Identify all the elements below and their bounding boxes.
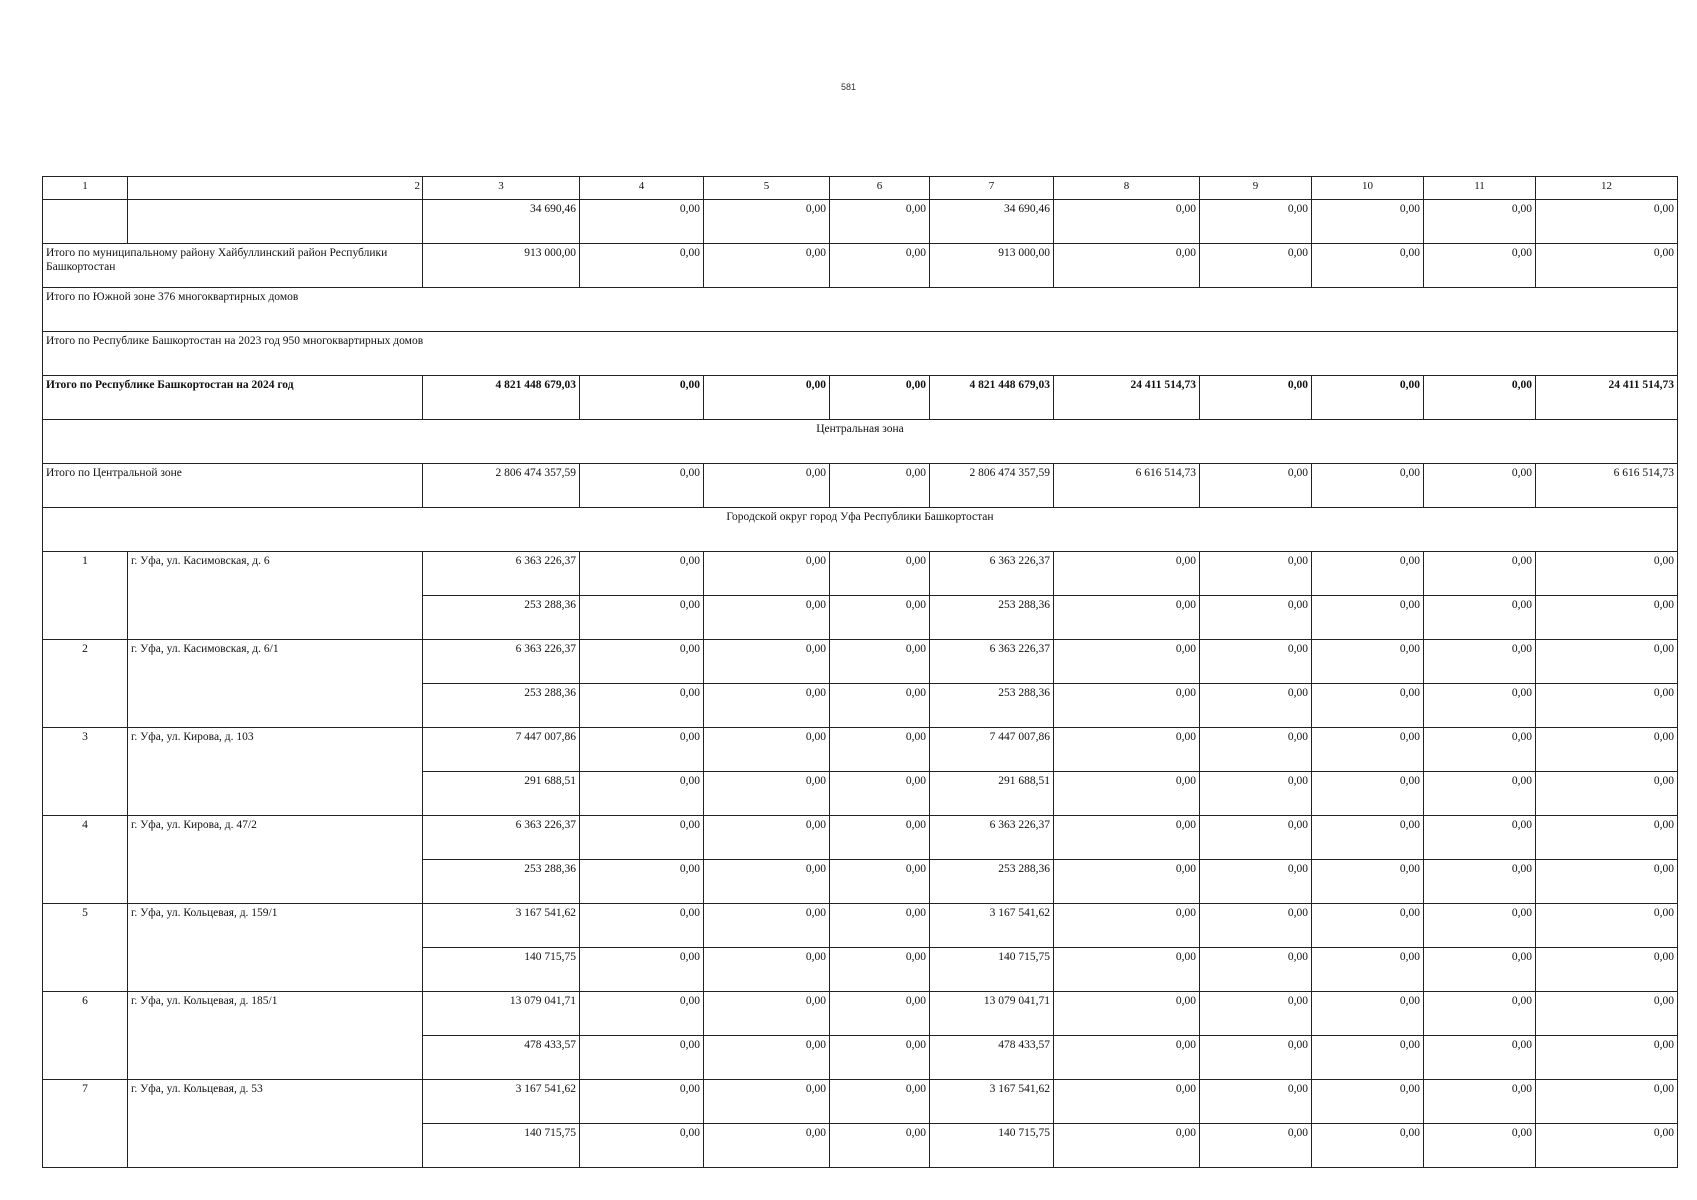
section-heading: Городской округ город Уфа Республики Башкортостан — [43, 508, 1678, 552]
value-cell: 0,00 — [704, 1124, 830, 1168]
column-number: 2 — [128, 177, 423, 200]
column-number: 7 — [930, 177, 1054, 200]
buildings-list — [43, 552, 1678, 1168]
value-cell: 0,00 — [580, 1080, 704, 1124]
value-cell: 0,00 — [1536, 772, 1678, 816]
value-cell: 6 363 226,37 — [423, 816, 580, 860]
value-cell: 0,00 — [1536, 1080, 1678, 1124]
empty-cell — [128, 200, 423, 244]
value-cell: 291 688,51 — [930, 772, 1054, 816]
value-cell: 0,00 — [1424, 376, 1536, 420]
value-cell: 913 000,00 — [930, 244, 1054, 288]
column-number: 1 — [43, 177, 128, 200]
column-number: 5 — [704, 177, 830, 200]
value-cell: 0,00 — [1536, 992, 1678, 1036]
value-cell: 13 079 041,71 — [423, 992, 580, 1036]
value-cell: 0,00 — [1054, 552, 1200, 596]
value-cell: 0,00 — [1312, 1080, 1424, 1124]
value-cell: 0,00 — [830, 640, 930, 684]
value-cell: 0,00 — [580, 464, 704, 508]
table-row — [43, 816, 1678, 860]
value-cell: 0,00 — [1424, 816, 1536, 860]
value-cell: 0,00 — [704, 244, 830, 288]
value-cell: 0,00 — [830, 992, 930, 1036]
value-cell: 0,00 — [704, 464, 830, 508]
row-number: 3 — [43, 728, 128, 816]
value-cell: 0,00 — [1200, 728, 1312, 772]
value-cell: 0,00 — [1054, 1080, 1200, 1124]
value-cell: 0,00 — [1054, 904, 1200, 948]
value-cell: 0,00 — [1536, 684, 1678, 728]
value-cell: 6 616 514,73 — [1536, 464, 1678, 508]
column-number: 6 — [830, 177, 930, 200]
value-cell: 0,00 — [1054, 200, 1200, 244]
total-rb-2024-row — [43, 376, 1678, 420]
value-cell: 0,00 — [1424, 596, 1536, 640]
value-cell: 34 690,46 — [423, 200, 580, 244]
table-row — [43, 640, 1678, 684]
value-cell: 7 447 007,86 — [423, 728, 580, 772]
value-cell: 0,00 — [830, 596, 930, 640]
value-cell: 0,00 — [1536, 816, 1678, 860]
value-cell: 0,00 — [1312, 728, 1424, 772]
total-central-zone-row — [43, 464, 1678, 508]
row-number: 1 — [43, 552, 128, 640]
value-cell: 0,00 — [1200, 1036, 1312, 1080]
value-cell: 0,00 — [1312, 904, 1424, 948]
value-cell: 4 821 448 679,03 — [423, 376, 580, 420]
value-cell: 0,00 — [704, 1080, 830, 1124]
value-cell: 0,00 — [580, 904, 704, 948]
value-cell: 0,00 — [830, 816, 930, 860]
value-cell: 0,00 — [1424, 244, 1536, 288]
value-cell: 0,00 — [1312, 596, 1424, 640]
value-cell: 6 363 226,37 — [930, 816, 1054, 860]
value-cell: 0,00 — [1200, 684, 1312, 728]
total-south-zone-row — [43, 288, 1678, 332]
value-cell: 0,00 — [580, 948, 704, 992]
value-cell: 0,00 — [1054, 1036, 1200, 1080]
value-cell: 0,00 — [830, 1036, 930, 1080]
value-cell: 0,00 — [1054, 860, 1200, 904]
table-row — [43, 552, 1678, 596]
value-cell: 0,00 — [1312, 860, 1424, 904]
value-cell: 3 167 541,62 — [423, 1080, 580, 1124]
value-cell: 3 167 541,62 — [423, 904, 580, 948]
value-cell: 0,00 — [1424, 1080, 1536, 1124]
address-cell: г. Уфа, ул. Кольцевая, д. 159/1 — [128, 904, 423, 992]
value-cell: 0,00 — [1536, 948, 1678, 992]
value-cell: 0,00 — [1424, 684, 1536, 728]
value-cell: 0,00 — [704, 596, 830, 640]
value-cell: 0,00 — [580, 772, 704, 816]
value-cell: 253 288,36 — [423, 684, 580, 728]
value-cell: 0,00 — [704, 816, 830, 860]
value-cell: 0,00 — [580, 860, 704, 904]
budget-table — [42, 176, 1678, 1168]
value-cell: 0,00 — [1200, 200, 1312, 244]
value-cell: 6 363 226,37 — [930, 552, 1054, 596]
value-cell: 0,00 — [580, 1036, 704, 1080]
value-cell: 253 288,36 — [930, 860, 1054, 904]
value-cell: 0,00 — [1424, 992, 1536, 1036]
value-cell: 291 688,51 — [423, 772, 580, 816]
value-cell: 0,00 — [1536, 728, 1678, 772]
document-sheet — [42, 176, 1678, 1168]
value-cell: 3 167 541,62 — [930, 904, 1054, 948]
carry-over-row — [43, 200, 1678, 244]
value-cell: 0,00 — [1200, 464, 1312, 508]
value-cell: 13 079 041,71 — [930, 992, 1054, 1036]
value-cell: 2 806 474 357,59 — [423, 464, 580, 508]
value-cell: 2 806 474 357,59 — [930, 464, 1054, 508]
row-label: Итого по Южной зоне 376 многоквартирных домов — [43, 288, 1678, 332]
value-cell: 0,00 — [580, 200, 704, 244]
address-cell: г. Уфа, ул. Кирова, д. 103 — [128, 728, 423, 816]
row-label: Итого по Республике Башкортостан на 2023 год 950 многоквартирных домов — [43, 332, 1678, 376]
value-cell: 0,00 — [580, 1124, 704, 1168]
row-number: 6 — [43, 992, 128, 1080]
section-heading: Центральная зона — [43, 420, 1678, 464]
column-number: 3 — [423, 177, 580, 200]
value-cell: 0,00 — [704, 992, 830, 1036]
column-number: 4 — [580, 177, 704, 200]
value-cell: 0,00 — [580, 552, 704, 596]
value-cell: 0,00 — [704, 200, 830, 244]
column-number: 8 — [1054, 177, 1200, 200]
value-cell: 24 411 514,73 — [1536, 376, 1678, 420]
value-cell: 0,00 — [704, 728, 830, 772]
value-cell: 0,00 — [580, 728, 704, 772]
value-cell: 6 363 226,37 — [423, 640, 580, 684]
value-cell: 0,00 — [1200, 904, 1312, 948]
value-cell: 0,00 — [1424, 860, 1536, 904]
value-cell: 0,00 — [830, 376, 930, 420]
central-zone-heading-row — [43, 420, 1678, 464]
value-cell: 6 363 226,37 — [930, 640, 1054, 684]
value-cell: 0,00 — [1424, 464, 1536, 508]
total-khaibullinsky-row — [43, 244, 1678, 288]
value-cell: 0,00 — [704, 376, 830, 420]
value-cell: 0,00 — [1054, 816, 1200, 860]
value-cell: 0,00 — [1312, 200, 1424, 244]
value-cell: 0,00 — [1536, 904, 1678, 948]
value-cell: 0,00 — [704, 552, 830, 596]
value-cell: 0,00 — [1312, 948, 1424, 992]
column-number: 11 — [1424, 177, 1536, 200]
value-cell: 0,00 — [1200, 772, 1312, 816]
row-number: 4 — [43, 816, 128, 904]
value-cell: 0,00 — [1054, 596, 1200, 640]
value-cell: 0,00 — [704, 772, 830, 816]
value-cell: 0,00 — [1424, 904, 1536, 948]
value-cell: 0,00 — [1312, 816, 1424, 860]
value-cell: 0,00 — [1200, 992, 1312, 1036]
address-cell: г. Уфа, ул. Кольцевая, д. 185/1 — [128, 992, 423, 1080]
value-cell: 0,00 — [1424, 948, 1536, 992]
address-cell: г. Уфа, ул. Кольцевая, д. 53 — [128, 1080, 423, 1168]
value-cell: 7 447 007,86 — [930, 728, 1054, 772]
total-rb-2023-row — [43, 332, 1678, 376]
value-cell: 0,00 — [704, 860, 830, 904]
value-cell: 0,00 — [1200, 1124, 1312, 1168]
value-cell: 0,00 — [1536, 1124, 1678, 1168]
value-cell: 0,00 — [580, 992, 704, 1036]
value-cell: 0,00 — [1200, 640, 1312, 684]
value-cell: 0,00 — [1200, 1080, 1312, 1124]
value-cell: 0,00 — [1536, 640, 1678, 684]
value-cell: 253 288,36 — [930, 684, 1054, 728]
row-label: Итого по Центральной зоне — [43, 464, 423, 508]
value-cell: 0,00 — [704, 904, 830, 948]
value-cell: 0,00 — [830, 244, 930, 288]
value-cell: 913 000,00 — [423, 244, 580, 288]
address-cell: г. Уфа, ул. Касимовская, д. 6 — [128, 552, 423, 640]
value-cell: 0,00 — [830, 1124, 930, 1168]
value-cell: 0,00 — [1054, 992, 1200, 1036]
value-cell: 0,00 — [830, 860, 930, 904]
column-number: 9 — [1200, 177, 1312, 200]
value-cell: 0,00 — [1200, 244, 1312, 288]
row-number: 5 — [43, 904, 128, 992]
value-cell: 0,00 — [580, 684, 704, 728]
value-cell: 0,00 — [580, 640, 704, 684]
value-cell: 0,00 — [1312, 244, 1424, 288]
value-cell: 0,00 — [1054, 728, 1200, 772]
value-cell: 0,00 — [1054, 244, 1200, 288]
value-cell: 0,00 — [1312, 1036, 1424, 1080]
table-row — [43, 728, 1678, 772]
value-cell: 0,00 — [1424, 1124, 1536, 1168]
value-cell: 0,00 — [1536, 244, 1678, 288]
value-cell: 0,00 — [830, 948, 930, 992]
value-cell: 0,00 — [704, 1036, 830, 1080]
table-row — [43, 1080, 1678, 1124]
value-cell: 253 288,36 — [930, 596, 1054, 640]
row-label: Итого по Республике Башкортостан на 2024 год — [43, 376, 423, 420]
value-cell: 0,00 — [830, 552, 930, 596]
value-cell: 0,00 — [1424, 1036, 1536, 1080]
value-cell: 140 715,75 — [930, 948, 1054, 992]
value-cell: 253 288,36 — [423, 860, 580, 904]
row-number: 7 — [43, 1080, 128, 1168]
column-number: 10 — [1312, 177, 1424, 200]
value-cell: 0,00 — [1312, 464, 1424, 508]
value-cell: 6 363 226,37 — [423, 552, 580, 596]
value-cell: 0,00 — [1200, 816, 1312, 860]
value-cell: 0,00 — [1200, 948, 1312, 992]
value-cell: 0,00 — [704, 684, 830, 728]
row-label: Итого по муниципальному району Хайбуллинский район Республики Башкортостан — [43, 244, 423, 288]
value-cell: 0,00 — [1424, 640, 1536, 684]
table-row — [43, 904, 1678, 948]
value-cell: 0,00 — [580, 596, 704, 640]
value-cell: 0,00 — [1424, 552, 1536, 596]
value-cell: 0,00 — [1200, 376, 1312, 420]
value-cell: 0,00 — [830, 772, 930, 816]
value-cell: 0,00 — [1424, 772, 1536, 816]
value-cell: 478 433,57 — [930, 1036, 1054, 1080]
value-cell: 0,00 — [1312, 772, 1424, 816]
value-cell: 0,00 — [1536, 552, 1678, 596]
value-cell: 0,00 — [1054, 948, 1200, 992]
value-cell: 0,00 — [580, 376, 704, 420]
value-cell: 0,00 — [704, 948, 830, 992]
value-cell: 0,00 — [1312, 552, 1424, 596]
value-cell: 0,00 — [580, 244, 704, 288]
value-cell: 0,00 — [1312, 684, 1424, 728]
value-cell: 0,00 — [830, 1080, 930, 1124]
value-cell: 24 411 514,73 — [1054, 376, 1200, 420]
value-cell: 478 433,57 — [423, 1036, 580, 1080]
value-cell: 0,00 — [1312, 640, 1424, 684]
value-cell: 0,00 — [1054, 684, 1200, 728]
value-cell: 0,00 — [1200, 596, 1312, 640]
value-cell: 0,00 — [1536, 860, 1678, 904]
ufa-heading-row — [43, 508, 1678, 552]
value-cell: 3 167 541,62 — [930, 1080, 1054, 1124]
value-cell: 0,00 — [704, 640, 830, 684]
value-cell: 0,00 — [1536, 596, 1678, 640]
value-cell: 0,00 — [1312, 992, 1424, 1036]
value-cell: 0,00 — [1424, 728, 1536, 772]
empty-cell — [43, 200, 128, 244]
table-row — [43, 992, 1678, 1036]
value-cell: 253 288,36 — [423, 596, 580, 640]
address-cell: г. Уфа, ул. Кирова, д. 47/2 — [128, 816, 423, 904]
value-cell: 0,00 — [1312, 1124, 1424, 1168]
value-cell: 0,00 — [1054, 640, 1200, 684]
value-cell: 0,00 — [1054, 772, 1200, 816]
value-cell: 140 715,75 — [423, 948, 580, 992]
value-cell: 0,00 — [1200, 552, 1312, 596]
value-cell: 0,00 — [830, 684, 930, 728]
value-cell: 0,00 — [1536, 1036, 1678, 1080]
value-cell: 0,00 — [1054, 1124, 1200, 1168]
value-cell: 4 821 448 679,03 — [930, 376, 1054, 420]
value-cell: 0,00 — [1312, 376, 1424, 420]
value-cell: 0,00 — [1424, 200, 1536, 244]
value-cell: 0,00 — [830, 728, 930, 772]
value-cell: 6 616 514,73 — [1054, 464, 1200, 508]
value-cell: 0,00 — [580, 816, 704, 860]
column-number-row — [43, 177, 1678, 200]
value-cell: 140 715,75 — [930, 1124, 1054, 1168]
value-cell: 0,00 — [830, 200, 930, 244]
page-number: 581 — [840, 82, 857, 92]
value-cell: 0,00 — [830, 464, 930, 508]
address-cell: г. Уфа, ул. Касимовская, д. 6/1 — [128, 640, 423, 728]
value-cell: 0,00 — [1536, 200, 1678, 244]
column-number: 12 — [1536, 177, 1678, 200]
value-cell: 0,00 — [1200, 860, 1312, 904]
value-cell: 140 715,75 — [423, 1124, 580, 1168]
value-cell: 0,00 — [830, 904, 930, 948]
row-number: 2 — [43, 640, 128, 728]
value-cell: 34 690,46 — [930, 200, 1054, 244]
